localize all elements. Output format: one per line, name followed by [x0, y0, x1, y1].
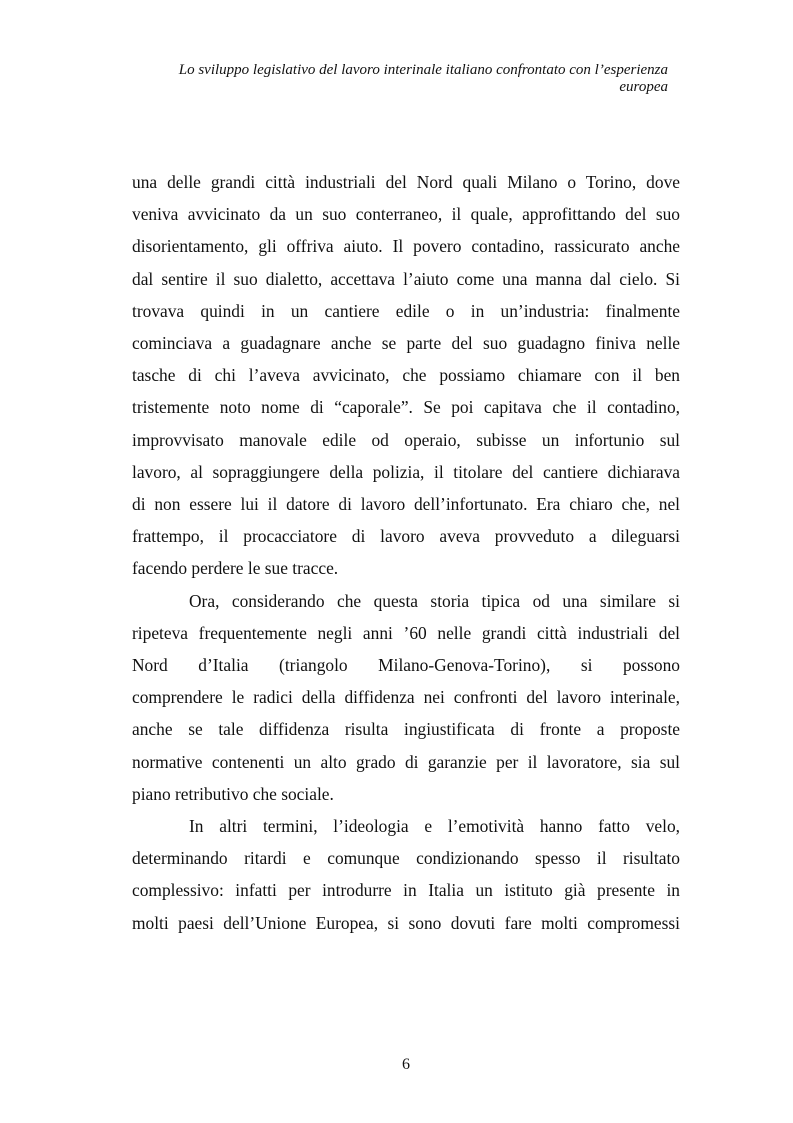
paragraph-start: In altri termini, l’ideologia e l’emotività hanno fatto velo,	[189, 816, 680, 837]
text-line: tristemente noto nome di “caporale”. Se poi capitava che il contadino,	[132, 397, 680, 418]
text-line: complessivo: infatti per introdurre in Italia un istituto già presente in	[132, 880, 680, 901]
text-line: veniva avvicinato da un suo conterraneo, il quale, approfittando del suo	[132, 204, 680, 225]
text-line: improvvisato manovale edile od operaio, subisse un infortunio sul	[132, 429, 680, 450]
text-line: dal sentire il suo dialetto, accettava l’aiuto come una manna dal cielo. Si	[132, 268, 680, 289]
text-line: anche se tale diffidenza risulta ingiustificata di fronte a proposte	[132, 719, 680, 740]
running-header: Lo sviluppo legislativo del lavoro interinale italiano confrontato con l’esperienza europea	[178, 62, 668, 95]
text-line: molti paesi dell’Unione Europea, si sono dovuti fare molti compromessi	[132, 912, 680, 933]
text-line: comprendere le radici della diffidenza nei confronti del lavoro interinale,	[132, 687, 680, 708]
text-line: Nord d’Italia (triangolo Milano-Genova-Torino), si possono	[132, 655, 680, 676]
page-number: 6	[402, 1056, 410, 1073]
body-text	[132, 166, 680, 939]
text-line: disorientamento, gli offriva aiuto. Il povero contadino, rassicurato anche	[132, 236, 680, 257]
paragraph-start: Ora, considerando che questa storia tipica od una similare si	[189, 590, 680, 611]
text-line-last: facendo perdere le sue tracce.	[132, 558, 339, 579]
text-line: lavoro, al sopraggiungere della polizia, il titolare del cantiere dichiarava	[132, 461, 680, 482]
text-line: normative contenenti un alto grado di garanzie per il lavoratore, sia sul	[132, 751, 680, 772]
text-line: di non essere lui il datore di lavoro dell’infortunato. Era chiaro che, nel	[132, 494, 680, 515]
text-line: una delle grandi città industriali del Nord quali Milano o Torino, dove	[132, 172, 680, 192]
text-line: ripeteva frequentemente negli anni ’60 nelle grandi città industriali del	[132, 622, 680, 643]
text-line: determinando ritardi e comunque condizionando spesso il risultato	[132, 848, 680, 869]
text-line-last: piano retributivo che sociale.	[132, 783, 334, 804]
text-line: trovava quindi in un cantiere edile o in un’industria: finalmente	[132, 300, 680, 321]
text-line: tasche di chi l’aveva avvicinato, che possiamo chiamare con il ben	[132, 365, 680, 386]
text-line: cominciava a guadagnare anche se parte del suo guadagno finiva nelle	[132, 333, 680, 354]
text-line: frattempo, il procacciatore di lavoro aveva provveduto a dileguarsi	[132, 526, 680, 547]
